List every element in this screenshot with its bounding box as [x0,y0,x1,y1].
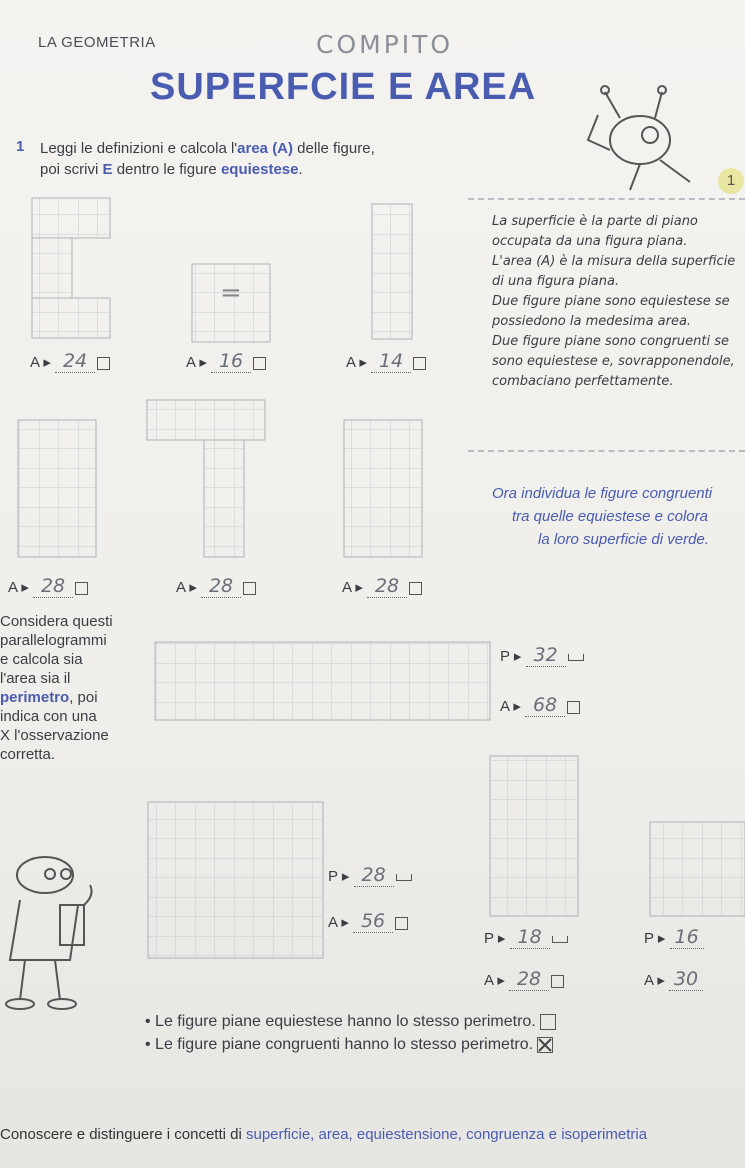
answer-wide-area: A ▸ 68 [500,694,580,717]
footer-objective: Conoscere e distinguere i concetti di superficie, area, equiestensione, congruenza e isoperimetria [0,1126,648,1143]
congruent-instruction: Ora individua le figure congruenti tra quelle equiestese e colora la loro superficie di verde. [492,485,713,548]
answer-square-area: A ▸ 56 [328,910,408,933]
figure-tall-2x7 [372,204,412,339]
check-x-icon [538,1038,552,1052]
answer-row2-t: A ▸ 28 [176,575,256,598]
page-title: SUPERFCIE E AREA [150,66,537,108]
answer-small-perimeter: P ▸ 16 [644,926,704,949]
side-page-number: 1 [718,168,744,194]
answer-tall-perimeter: P ▸ 18 [484,926,568,949]
statements-list [145,1010,556,1056]
figure-wide-rect [155,642,490,720]
exercise1-instruction: Leggi le definizioni e calcola l'area (A) delle figure, poi scrivi E dentro le figure equiestese. [40,140,375,178]
answer-tall-area: A ▸ 28 [484,968,564,991]
figure-rect-4x7-b [344,420,422,557]
checkbox-equiestese[interactable] [540,1014,556,1030]
answer-row2-rect: A ▸ 28 [8,575,88,598]
statement-congruenti: • Le figure piane congruenti hanno lo stesso perimetro. [145,1033,556,1056]
figure-tall-rect [490,756,578,916]
square-mark: = [220,278,242,308]
answer-row2-rect-b: A ▸ 28 [342,575,422,598]
answer-wide-perimeter: P ▸ 32 [500,644,584,667]
answer-row1-square: A ▸ 16 [186,350,266,373]
figure-rect-4x7 [18,420,96,557]
exercise2-instruction: Considera questi parallelogrammi e calcola sia l'area sia il perimetro, poi indica con una X l'osservazione corretta. [0,613,113,763]
answer-square-perimeter: P ▸ 28 [328,864,412,887]
answer-row1-tall: A ▸ 14 [346,350,426,373]
exercise-number: 1 [16,138,25,155]
handwritten-compito: COMPITO [316,30,454,59]
answer-row1-c: A ▸ 24 [30,350,110,373]
checkbox-congruenti[interactable] [537,1037,553,1053]
alien-mascot-icon [588,86,690,190]
statement-equiestese: • Le figure piane equiestese hanno lo stesso perimetro. [145,1010,556,1033]
answer-small-area: A ▸ 30 [644,968,703,991]
figure-big-square [148,802,323,958]
figure-small-rect [650,822,745,916]
figure-t-shape [147,400,265,557]
boy-mascot-icon [6,857,92,1009]
figure-c-shape [32,198,110,338]
topic-label: LA GEOMETRIA [38,34,156,51]
definitions-text: La superficie è la parte di piano occupata da una figura piana. L'area (A) è la misura della superficie di una figura piana. Due figure piane sono equiestese se possiedono la medesima area. Due figure piane sono congruenti se sono equiestese e, sovrapponendole, combaciano perfettamente. [492,214,736,389]
